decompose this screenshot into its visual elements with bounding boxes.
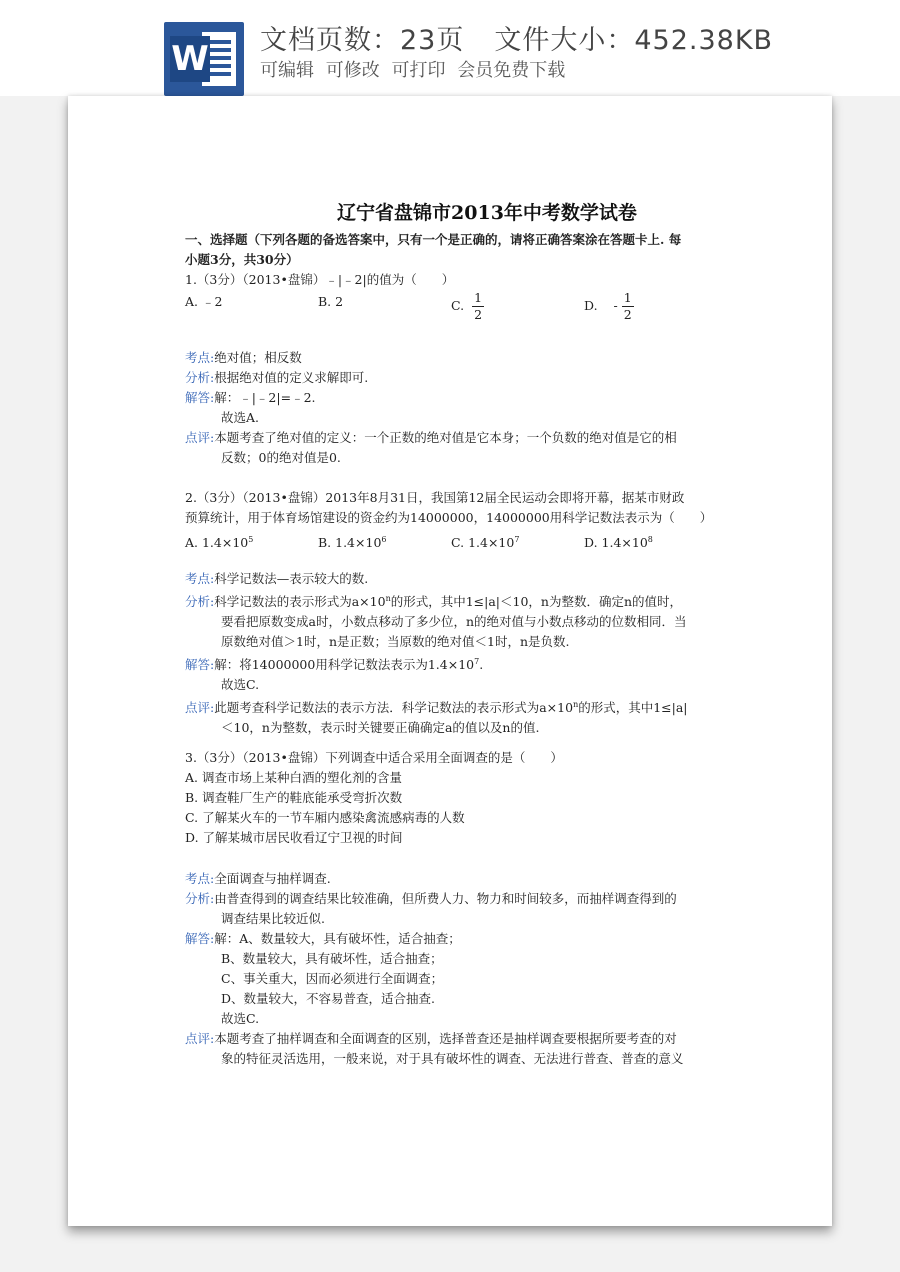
question-1-stem: 1.（3分）（2013•盘锦）﹣|﹣2|的值为（ ） (185, 272, 455, 287)
question-3-options (185, 768, 465, 848)
page-count: 文档页数：23页 (260, 25, 465, 56)
question-3-option-a: A. 调查市场上某种白酒的塑化剂的含量 (185, 770, 402, 785)
word-letter: W (170, 36, 210, 82)
question-1-option-b: B. 2 (318, 294, 344, 309)
question-3-option-b: B. 调查鞋厂生产的鞋底能承受弯折次数 (185, 790, 403, 805)
question-2-solution: 考点:科学记数法—表示较大的数. 分析:科学记数法的表示形式为$a\times 10^n$的形式，其中1≤|a|＜10，n为整数．确定n的值时， 要看把原数变成a时，小数点移动了多少位，n的绝对值与小数点移动的位数相同．当 原数绝对值＞1时，n是正数；当原数的绝对值＜1时，n是负数. 解答:解：将14000000用科学记数法表示为$1.4\times 10^7$. 故选C. 点评:此题考查科学记数法的表示方法．科学记数法的表示形式为$a\times 10^n$的形式，其中1≤|a| ＜10，n为整数，表示时关键要正确确定a的值以及n的值. (185, 571, 688, 736)
feature-modifiable: 可修改 (325, 60, 380, 81)
question-3-option-d: D. 了解某城市居民收看辽宁卫视的时间 (185, 830, 403, 845)
question-2-stem: 2.（3分）（2013•盘锦）2013年8月31日，我国第12届全民运动会即将开幕，据某市财政 预算统计，用于体育场馆建设的资金约为14000000，14000000用科学记数法表示为（ ） (185, 490, 713, 525)
section-heading: 一、选择题（下列各题的备选答案中，只有一个是正确的，请将正确答案涂在答题卡上. 每 小题3分，共30分） (185, 232, 682, 267)
header-banner (0, 0, 900, 96)
question-1-option-c: C. $\frac{1}{2}$ (451, 290, 483, 322)
fraction: $\frac{1}{2}$ (474, 290, 483, 322)
word-document-icon (164, 22, 244, 96)
document-page (68, 96, 832, 1226)
fraction: $\frac{1}{2}$ (623, 290, 632, 322)
question-1-option-d: D. - $\frac{1}{2}$ (584, 290, 632, 322)
document-title: 辽宁省盘锦市2013年中考数学试卷 (337, 202, 637, 224)
question-1-option-a: A. ﹣2 (185, 294, 223, 309)
question-3-solution: 考点:全面调查与抽样调查. 分析:由普查得到的调查结果比较准确，但所费人力、物力和时间较多，而抽样调查得到的 调查结果比较近似. 解答:解：A、数量较大，具有破坏性，适合抽查； B、数量较大，具有破坏性，适合抽查； C、事关重大，因而必须进行全面调查； D、数量较大，不容易普查，适合抽查. 故选C. 点评:本题考查了抽样调查和全面调查的区别，选择普查还是抽样调查要根据所要考查的对 象的特征灵活选用，一般来说，对于具有破坏性的调查、无法进行普查、普查的意义 (185, 871, 684, 1066)
question-2-option-a: A. $1.4\times 10^5$ (185, 535, 254, 551)
file-info (260, 18, 773, 57)
question-3-option-c: C. 了解某火车的一节车厢内感染禽流感病毒的人数 (185, 810, 465, 825)
question-2-option-d: D. $1.4\times 10^8$ (584, 535, 653, 551)
feature-editable: 可编辑 (260, 60, 314, 81)
question-3-stem: 3.（3分）（2013•盘锦）下列调查中适合采用全面调查的是（ ） (185, 750, 563, 765)
file-size: 文件大小：452.38KB (494, 25, 774, 56)
question-2-option-b: B. $1.4\times 10^6$ (318, 535, 387, 551)
feature-member-download: 会员免费下载 (457, 60, 566, 81)
question-2-option-c: C. $1.4\times 10^7$ (451, 535, 520, 551)
question-1-solution: 考点:绝对值；相反数 分析:根据绝对值的定义求解即可. 解答:解：﹣|﹣2|=﹣2. 故选A. 点评:本题考查了绝对值的定义：一个正数的绝对值是它本身；一个负数的绝对值是它的相 反数；0的绝对值是0. (185, 350, 677, 465)
feature-list (260, 56, 571, 82)
feature-printable: 可打印 (391, 60, 446, 81)
